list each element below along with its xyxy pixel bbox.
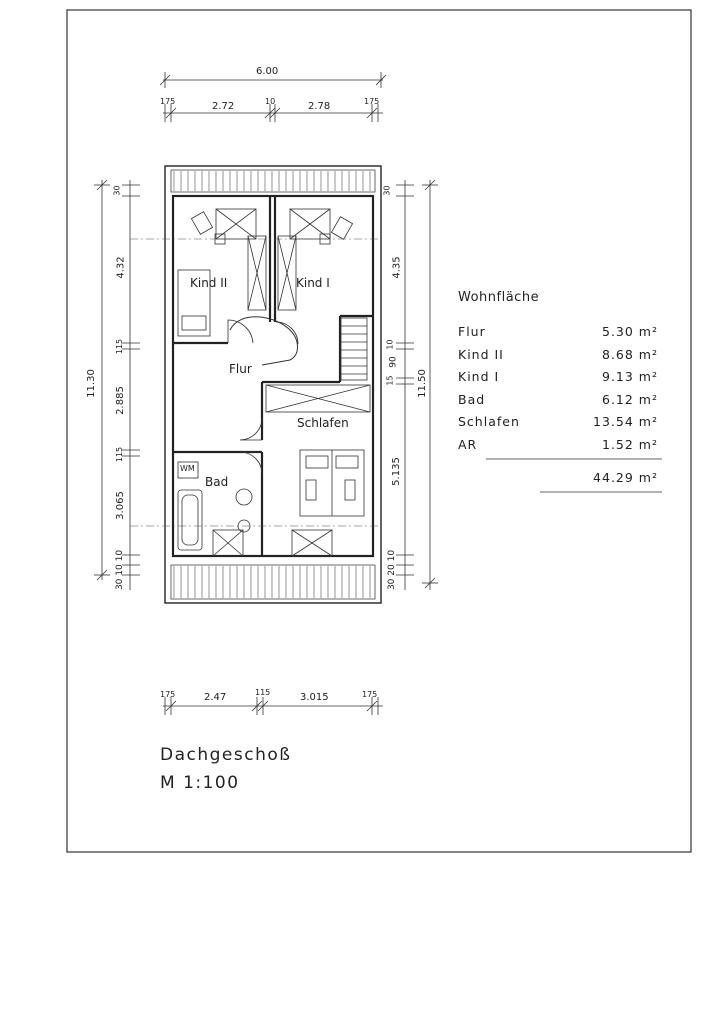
dim-right-bottom: 30 20 10 [387, 549, 398, 591]
dim-bottom-right-wall: 175 [362, 690, 378, 699]
dim-right-wall-a: 10 [385, 339, 395, 350]
dim-kind1-depth: 4.35 [391, 256, 403, 279]
building-outline [165, 166, 381, 603]
dim-bad-width: 2.47 [204, 692, 227, 703]
dim-schlafen-depth: 5.135 [390, 457, 402, 486]
room-label-flur: Flur [229, 362, 252, 376]
dim-top-left-wall: 175 [160, 97, 176, 106]
area-row-name: Kind I [458, 369, 500, 384]
dim-overall-width: 6.00 [256, 66, 279, 77]
dim-right-wall-b: 15 [385, 375, 395, 386]
center-lines [130, 239, 381, 526]
dim-bottom-left-wall: 175 [160, 690, 176, 699]
dim-bottom-mid-wall: 115 [255, 688, 271, 697]
plan-title: Dachgeschoß [160, 745, 292, 765]
area-row-value: 6.12 m² [602, 391, 658, 407]
area-row-value: 9.13 m² [602, 369, 658, 384]
dim-kind2-depth: 4.32 [115, 256, 127, 279]
dim-flur-depth: 2.885 [114, 386, 126, 415]
dim-right-overall: 11.50 [416, 369, 428, 398]
area-row-name: Flur [458, 324, 486, 339]
dim-top-mid-wall: 10 [265, 97, 276, 106]
area-row-value: 5.30 m² [602, 324, 658, 339]
area-row-name: AR [458, 436, 478, 452]
dim-kind1-width: 2.78 [308, 101, 331, 112]
area-table-title: Wohnfläche [458, 290, 540, 305]
dim-schlafen-width: 3.015 [300, 692, 329, 703]
area-total: 44.29 m² [593, 470, 658, 485]
flur-outline [230, 317, 298, 365]
dim-left-wall-b: 115 [115, 446, 125, 463]
dim-left-wall-a: 115 [115, 338, 125, 355]
left-dimension-lines [94, 180, 140, 590]
area-row-value: 13.54 m² [593, 414, 658, 429]
room-label-wm: WM [180, 464, 195, 473]
room-label-bad: Bad [205, 475, 229, 489]
dim-top-right-wall: 175 [364, 97, 380, 106]
area-row-value: 1.52 m² [602, 436, 658, 452]
dim-ar-depth: 90 [388, 356, 399, 368]
dim-left-top-wall: 30 [112, 185, 122, 196]
room-label-kind1: Kind I [296, 276, 330, 290]
area-row-name: Kind II [458, 346, 504, 362]
area-row-name: Bad [458, 391, 486, 407]
room-label-schlafen: Schlafen [297, 416, 349, 430]
dim-left-overall: 11.30 [85, 369, 97, 398]
plan-scale: M 1:100 [160, 773, 240, 793]
area-row-name: Schlafen [458, 414, 520, 429]
interior-walls [173, 196, 373, 556]
drawing-frame [67, 10, 691, 852]
ar-storage [266, 385, 370, 412]
dim-kind2-width: 2.72 [212, 101, 235, 112]
area-row-value: 8.68 m² [602, 346, 658, 362]
dim-bad-depth: 3.065 [114, 491, 126, 520]
stair [341, 318, 367, 380]
room-label-kind2: Kind II [190, 276, 228, 290]
bottom-dimension-lines [163, 697, 383, 715]
dim-left-bottom: 30 10 10 [115, 549, 126, 591]
dim-right-top-wall: 30 [382, 185, 392, 196]
